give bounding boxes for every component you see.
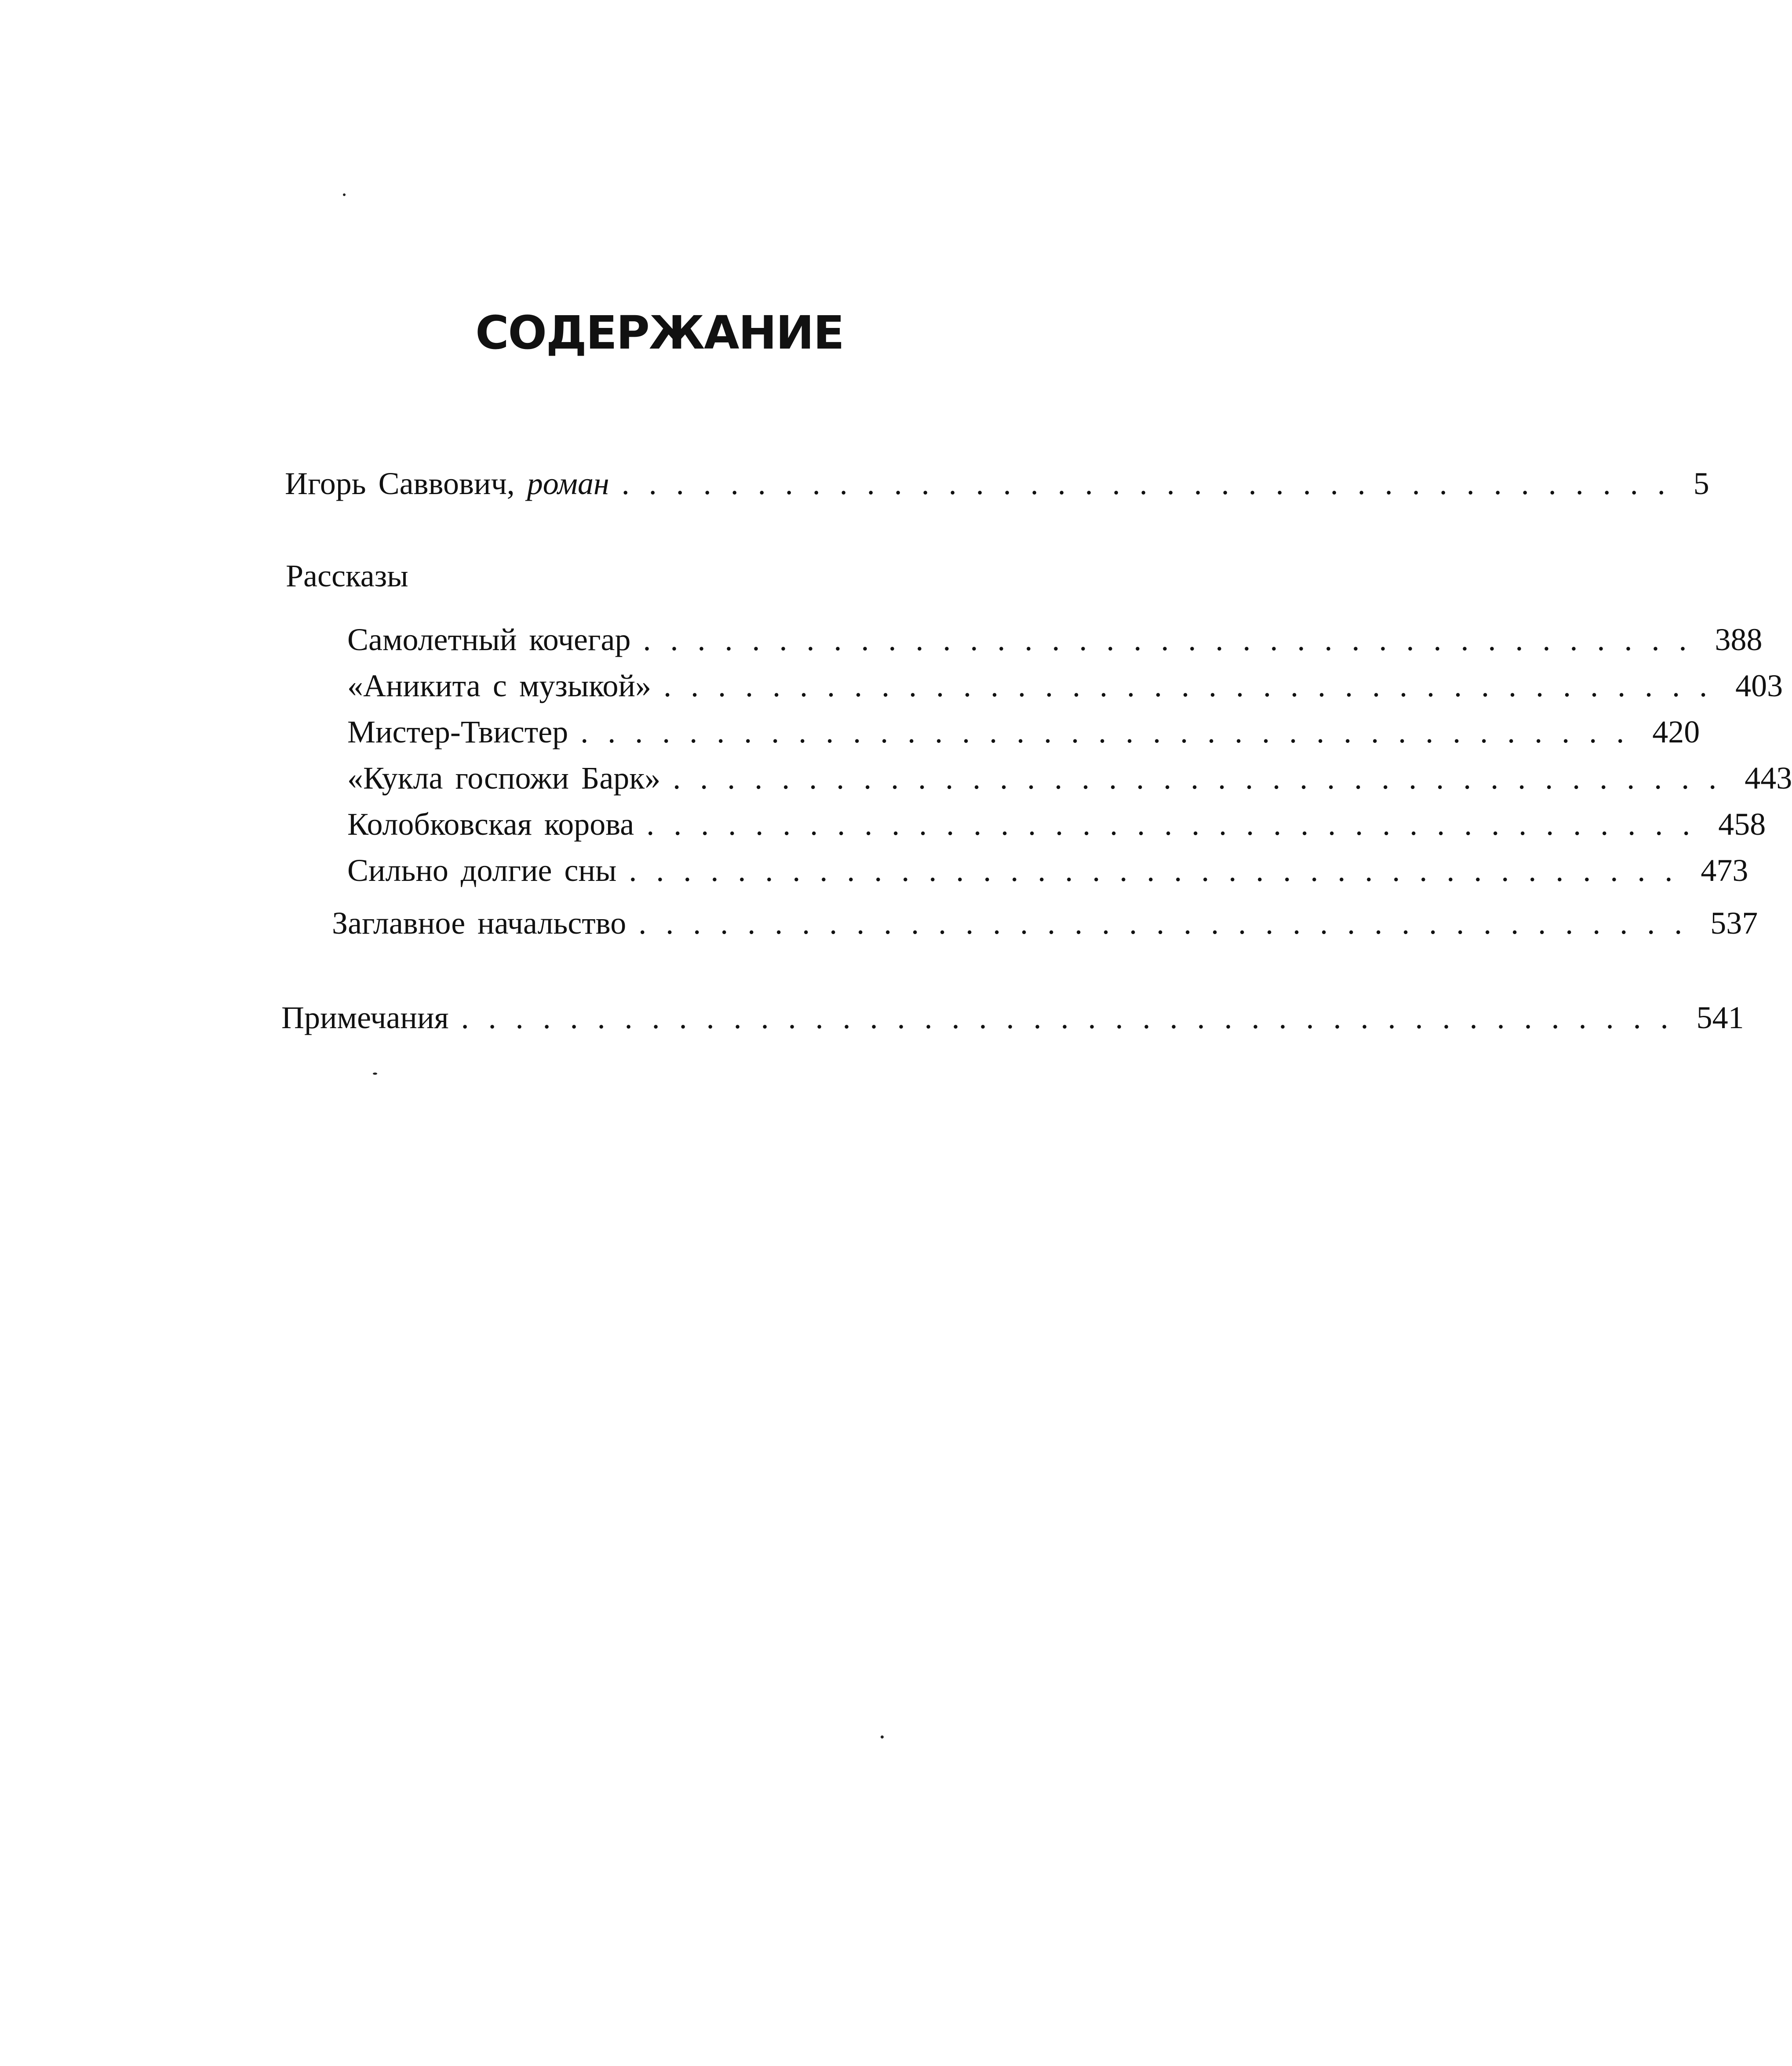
toc-entry-title: «Аникита с музыкой» bbox=[347, 668, 652, 703]
dot-leader: ....................................... bbox=[621, 466, 1685, 501]
page-number: 443 bbox=[1745, 760, 1792, 796]
page-title: СОДЕРЖАНИЕ bbox=[475, 306, 844, 360]
toc-entry-title: Примечания bbox=[281, 1000, 449, 1035]
dot-leader: ....................................... bbox=[663, 668, 1727, 703]
dot-leader: ....................................... bbox=[638, 906, 1702, 941]
toc-entry-title: Мистер-Твистер bbox=[347, 714, 568, 749]
dot-leader: ....................................... bbox=[643, 622, 1706, 657]
page-number: 473 bbox=[1701, 853, 1748, 888]
toc-entry-story bbox=[347, 804, 1766, 844]
page-number: 388 bbox=[1715, 622, 1763, 657]
page-number: 537 bbox=[1710, 906, 1758, 941]
scan-speck bbox=[881, 1735, 884, 1739]
toc-entry-story bbox=[347, 758, 1792, 798]
page-number: 541 bbox=[1696, 1000, 1744, 1035]
dot-leader: ....................................... bbox=[673, 760, 1736, 796]
dot-leader: ............................................. bbox=[461, 1000, 1688, 1035]
toc-entry-title: «Кукла госпожи Барк» bbox=[347, 760, 661, 796]
novel-title: Игорь Саввович, bbox=[285, 466, 515, 501]
toc-entry-title: Самолетный кочегар bbox=[347, 622, 631, 657]
dot-leader: ....................................... bbox=[580, 714, 1644, 749]
page-number: 5 bbox=[1693, 466, 1709, 501]
scan-speck bbox=[373, 1073, 377, 1075]
page-number: 458 bbox=[1718, 807, 1766, 842]
page-number: 420 bbox=[1652, 714, 1700, 749]
toc-entry-story bbox=[347, 712, 1700, 752]
toc-entry-story bbox=[347, 620, 1763, 659]
toc-entry-extra bbox=[332, 903, 1758, 943]
toc-entry-title: Заглавное начальство bbox=[332, 906, 626, 941]
novel-genre: роман bbox=[527, 466, 609, 501]
toc-entry-title: Колобковская корова bbox=[347, 807, 634, 842]
toc-entry-novel bbox=[285, 464, 1709, 503]
section-heading-stories: Рассказы bbox=[286, 558, 408, 593]
toc-entry-notes bbox=[281, 998, 1744, 1037]
dot-leader: ....................................... bbox=[629, 853, 1692, 888]
toc-entry-title bbox=[285, 464, 609, 503]
toc-entry-story bbox=[347, 851, 1748, 890]
toc-entry-story bbox=[347, 666, 1783, 706]
page-number: 403 bbox=[1735, 668, 1783, 703]
toc-entry-title: Сильно долгие сны bbox=[347, 853, 617, 888]
scan-speck bbox=[343, 193, 346, 196]
dot-leader: ....................................... bbox=[646, 807, 1710, 842]
